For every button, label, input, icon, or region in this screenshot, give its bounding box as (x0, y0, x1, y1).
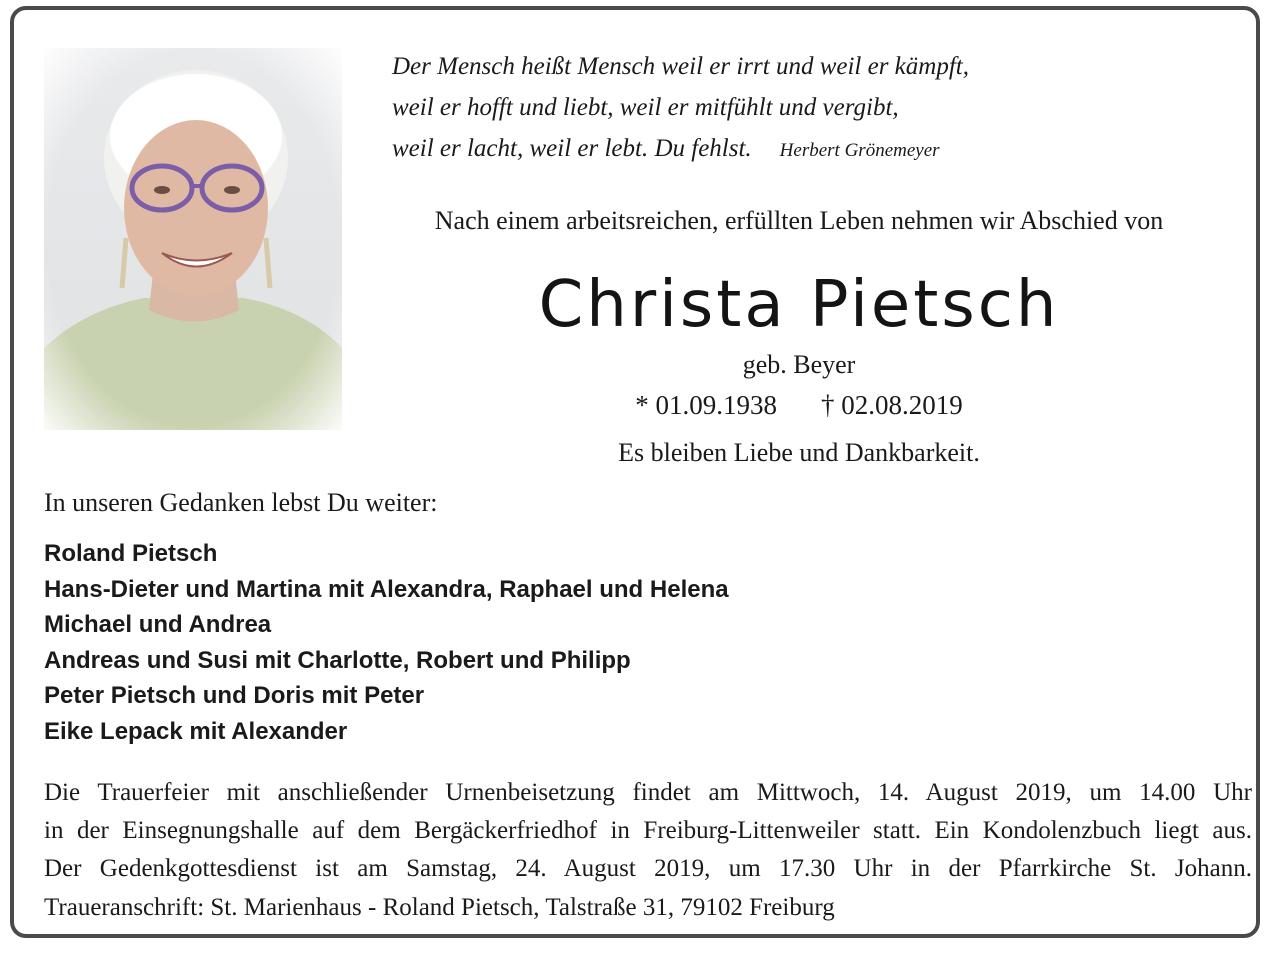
family-member: Eike Lepack mit Alexander (44, 717, 348, 745)
obituary-notice (10, 6, 1260, 938)
thoughts-text: In unseren Gedanken lebst Du weiter: (44, 488, 438, 517)
portrait-photo (44, 48, 342, 430)
family-member: Peter Pietsch und Doris mit Peter (44, 682, 425, 709)
ceremony-line-3: Der Gedenkgottesdienst ist am Samstag, 24. August 2019, um 17.30 Uhr in der Pfarrkirche St. Johann. (44, 855, 1252, 882)
quote-block (392, 46, 969, 171)
ceremony-line-1: Die Trauerfeier mit anschließender Urnenbeisetzung findet am Mittwoch, 14. August 2019, um 14.00 Uhr (44, 779, 1252, 806)
family-member: Roland Pietsch (44, 540, 218, 567)
quote-line-2: weil er hofft und liebt, weil er mitfühlt und vergibt, (392, 94, 899, 121)
portrait-image (44, 48, 342, 430)
family-member: Andreas und Susi mit Charlotte, Robert und Philipp (44, 646, 631, 674)
quote-author: Herbert Grönemeyer (779, 140, 940, 161)
maiden-name: geb. Beyer (742, 350, 856, 379)
quote-line-3-text: weil er lacht, weil er lebt. Du fehlst. (392, 135, 752, 162)
family-member: Michael und Andrea (44, 611, 272, 638)
intro-text: Nach einem arbeitsreichen, erfüllten Leben nehmen wir Abschied von (434, 206, 1164, 235)
deceased-name: Christa Pietsch (538, 268, 1060, 342)
birth-date: * 01.09.1938 (635, 390, 777, 420)
family-member: Hans-Dieter und Martina mit Alexandra, Raphael und Helena (44, 575, 729, 603)
mourning-address: Traueranschrift: St. Marienhaus - Roland Pietsch, Talstraße 31, 79102 Freiburg (44, 894, 835, 921)
life-dates (374, 390, 1224, 421)
quote-line-1: Der Mensch heißt Mensch weil er irrt und weil er kämpft, (392, 53, 969, 80)
death-date: † 02.08.2019 (821, 390, 963, 420)
family-list (44, 536, 729, 749)
motto-text: Es bleiben Liebe und Dankbarkeit. (618, 438, 980, 467)
ceremony-details (44, 774, 1252, 888)
quote-line-3 (392, 128, 969, 171)
ceremony-line-2: in der Einsegnungshalle auf dem Bergäckerfriedhof in Freiburg-Littenweiler statt. Ein Kondolenzbuch liegt aus. (44, 817, 1252, 844)
